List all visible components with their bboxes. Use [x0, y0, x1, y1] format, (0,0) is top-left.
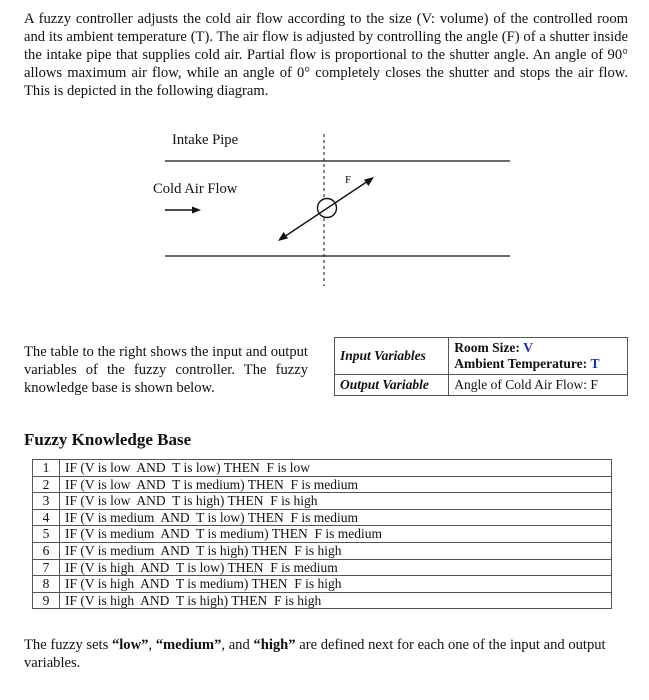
input-variables-row — [335, 338, 628, 375]
intake-pipe-label: Intake Pipe — [172, 132, 239, 148]
rule-row — [33, 493, 612, 510]
rule-text: IF (V is medium AND T is low) THEN F is medium — [60, 509, 612, 526]
knowledge-base-title: Fuzzy Knowledge Base — [24, 430, 192, 449]
room-size-line — [454, 340, 622, 356]
rule-number: 6 — [33, 542, 60, 559]
input-variables-header: Input Variables — [335, 338, 449, 375]
rule-row — [33, 559, 612, 576]
term-low: “low” — [111, 637, 149, 653]
variables-table — [334, 337, 628, 396]
ambient-temperature-line — [454, 356, 622, 372]
term-medium: “medium” — [155, 637, 222, 653]
rule-number: 1 — [33, 460, 60, 477]
output-variable-value: Angle of Cold Air Flow: F — [449, 375, 628, 396]
shutter-arrow-head-down — [278, 232, 288, 241]
ambient-temperature-symbol: T — [590, 356, 600, 371]
shutter-arrow-head-up — [364, 177, 374, 186]
room-size-symbol: V — [523, 340, 533, 355]
output-variable-header: Output Variable — [335, 375, 449, 396]
rule-number: 5 — [33, 526, 60, 543]
rule-number: 7 — [33, 559, 60, 576]
rule-text: IF (V is low AND T is medium) THEN F is medium — [60, 476, 612, 493]
fuzzy-sets-paragraph — [24, 636, 628, 672]
rule-row — [33, 476, 612, 493]
term-high: “high” — [253, 637, 296, 653]
outro-text-4: are defined next for each one of the input and output variables. — [24, 637, 606, 671]
intake-pipe-diagram — [0, 120, 649, 290]
rule-row — [33, 526, 612, 543]
rule-number: 3 — [33, 493, 60, 510]
intro-paragraph: A fuzzy controller adjusts the cold air flow according to the size (V: volume) of the controlled room and its ambient temperature (T). The air flow is adjusted by controlling the angle (F) of a shutter inside the intake pipe that supplies cold air. Partial flow is proportional to the shutter angle. An angle of 90° allows maximum air flow, while an angle of 0° completely closes the shutter and stops the air flow. This is depicted in the following diagram. — [24, 11, 628, 99]
outro-text-2: , — [148, 637, 156, 653]
rule-row — [33, 542, 612, 559]
rule-text: IF (V is high AND T is high) THEN F is high — [60, 592, 612, 609]
rule-number: 4 — [33, 509, 60, 526]
rule-text: IF (V is low AND T is low) THEN F is low — [60, 460, 612, 477]
rule-number: 8 — [33, 576, 60, 593]
room-size-label: Room Size: — [454, 340, 520, 355]
input-variables-cell — [449, 338, 628, 375]
rule-text: IF (V is low AND T is high) THEN F is high — [60, 493, 612, 510]
rule-number: 2 — [33, 476, 60, 493]
shutter-blade — [284, 181, 368, 237]
outro-text-1: The fuzzy sets — [24, 637, 112, 653]
angle-f-label: F — [345, 174, 352, 186]
rule-text: IF (V is high AND T is medium) THEN F is high — [60, 576, 612, 593]
rule-text: IF (V is high AND T is low) THEN F is medium — [60, 559, 612, 576]
rule-row — [33, 592, 612, 609]
flow-arrow-head — [192, 207, 201, 214]
cold-air-flow-label: Cold Air Flow — [153, 181, 238, 197]
rule-number: 9 — [33, 592, 60, 609]
ambient-temperature-label: Ambient Temperature: — [454, 356, 588, 371]
rule-text: IF (V is medium AND T is medium) THEN F is medium — [60, 526, 612, 543]
knowledge-base-table — [32, 459, 612, 609]
variables-description: The table to the right shows the input and output variables of the fuzzy controller. The fuzzy knowledge base is shown below. — [24, 344, 308, 396]
rule-row — [33, 576, 612, 593]
outro-text-3: , and — [221, 637, 254, 653]
rule-text: IF (V is medium AND T is high) THEN F is high — [60, 542, 612, 559]
rule-row — [33, 509, 612, 526]
rule-row — [33, 460, 612, 477]
output-variable-row — [335, 375, 628, 396]
